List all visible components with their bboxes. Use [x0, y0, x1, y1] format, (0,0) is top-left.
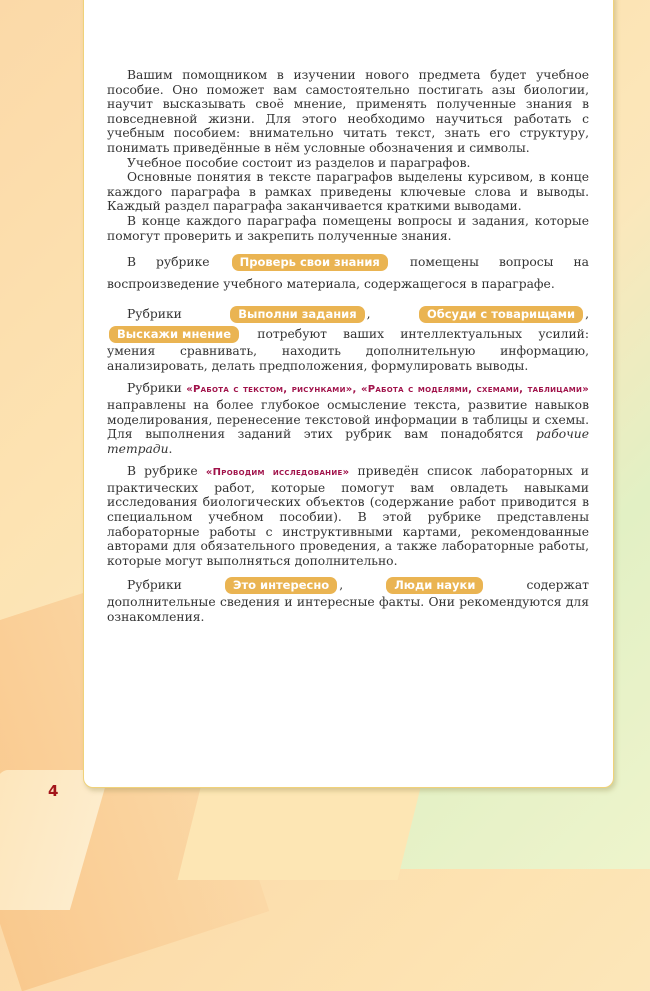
- paragraph-structure: Учебное пособие состоит из разделов и параграфов.: [127, 155, 471, 170]
- paragraph-interesting: [107, 576, 589, 624]
- text: В рубрике: [127, 464, 198, 479]
- comma: ,: [585, 307, 589, 322]
- rubric-badge-interesting: Это интересно: [225, 577, 337, 594]
- comma: ,: [339, 578, 344, 593]
- text: потребуют ваших интеллектуальных усилий: умения сравнивать, находить дополнительную информацию, анализировать, делать предположения, формулировать выводы.: [107, 327, 589, 373]
- rubric-badge-opinion: Выскажи мнение: [109, 326, 239, 343]
- text: содержат дополнительные сведения и интересные факты. Они рекомендуются для ознакомления.: [107, 578, 589, 625]
- text: В рубрике: [127, 255, 210, 270]
- page-number: 4: [48, 782, 59, 800]
- paragraph-tasks-rubrics: [107, 303, 589, 373]
- background-shape: [178, 780, 423, 880]
- text: Рубрики: [127, 578, 182, 593]
- text: Рубрики: [127, 381, 182, 396]
- rubric-badge-discuss: Обсуди с товарищами: [419, 306, 583, 323]
- rubric-work-text: «Работа с текстом, рисунками»,: [186, 384, 357, 396]
- paragraph-questions: В конце каждого параграфа помещены вопросы и задания, которые помогут проверить и закрепить полученные знания.: [107, 213, 589, 243]
- comma: ,: [366, 307, 371, 322]
- italic-term: рабочие тетради: [107, 427, 589, 456]
- paragraph-work-rubrics: [107, 381, 589, 456]
- text-card: [83, 0, 614, 788]
- rubric-work-models: «Работа с моделями, схемами, таблицами»: [361, 384, 589, 396]
- text: помещены вопросы на воспроизведение учебного материала, содержащегося в параграфе.: [107, 255, 589, 292]
- text: приведён список лабораторных и практических работ, которые помогут вам овладеть навыками исследования биологических объектов (содержание работ приводится в специальном учебном пособии). В этой рубрике представлены лабораторные работы с инструктивными картами, рекомендованные авторами для обязательного проведения, а также лабораторные работы, которые могут выполняться дополнительно.: [107, 464, 589, 568]
- rubric-badge-check-knowledge: Проверь свои знания: [232, 254, 388, 271]
- paragraph-check-knowledge: [107, 251, 589, 295]
- text: направлены на более глубокое осмысление текста, развитие навыков моделирования, перенесение текстовой информации в таблицы и схемы. Для выполнения заданий этих рубрик вам понадобятся: [107, 397, 589, 442]
- paragraph-concepts: Основные понятия в тексте параграфов выделены курсивом, в конце каждого параграфа в рамках приведены ключевые слова и выводы. Каждый раздел параграфа заканчивается краткими выводами.: [107, 170, 589, 214]
- rubric-badge-scientists: Люди науки: [386, 577, 483, 594]
- paragraph-research: [107, 464, 589, 568]
- text: Рубрики: [127, 307, 182, 322]
- body-text: [107, 68, 589, 625]
- paragraph-intro: Вашим помощником в изучении нового предмета будет учебное пособие. Оно поможет вам самостоятельно постигать азы биологии, научит высказывать своё мнение, применять полученные знания в повседневной жизни. Для этого необходимо научиться работать с учебным пособием: внимательно читать текст, знать его структуру, понимать приведённые в нём условные обозначения и символы.: [107, 68, 589, 155]
- rubric-research: «Проводим исследование»: [205, 467, 350, 479]
- rubric-badge-do-tasks: Выполни задания: [230, 306, 364, 323]
- text: .: [168, 441, 173, 456]
